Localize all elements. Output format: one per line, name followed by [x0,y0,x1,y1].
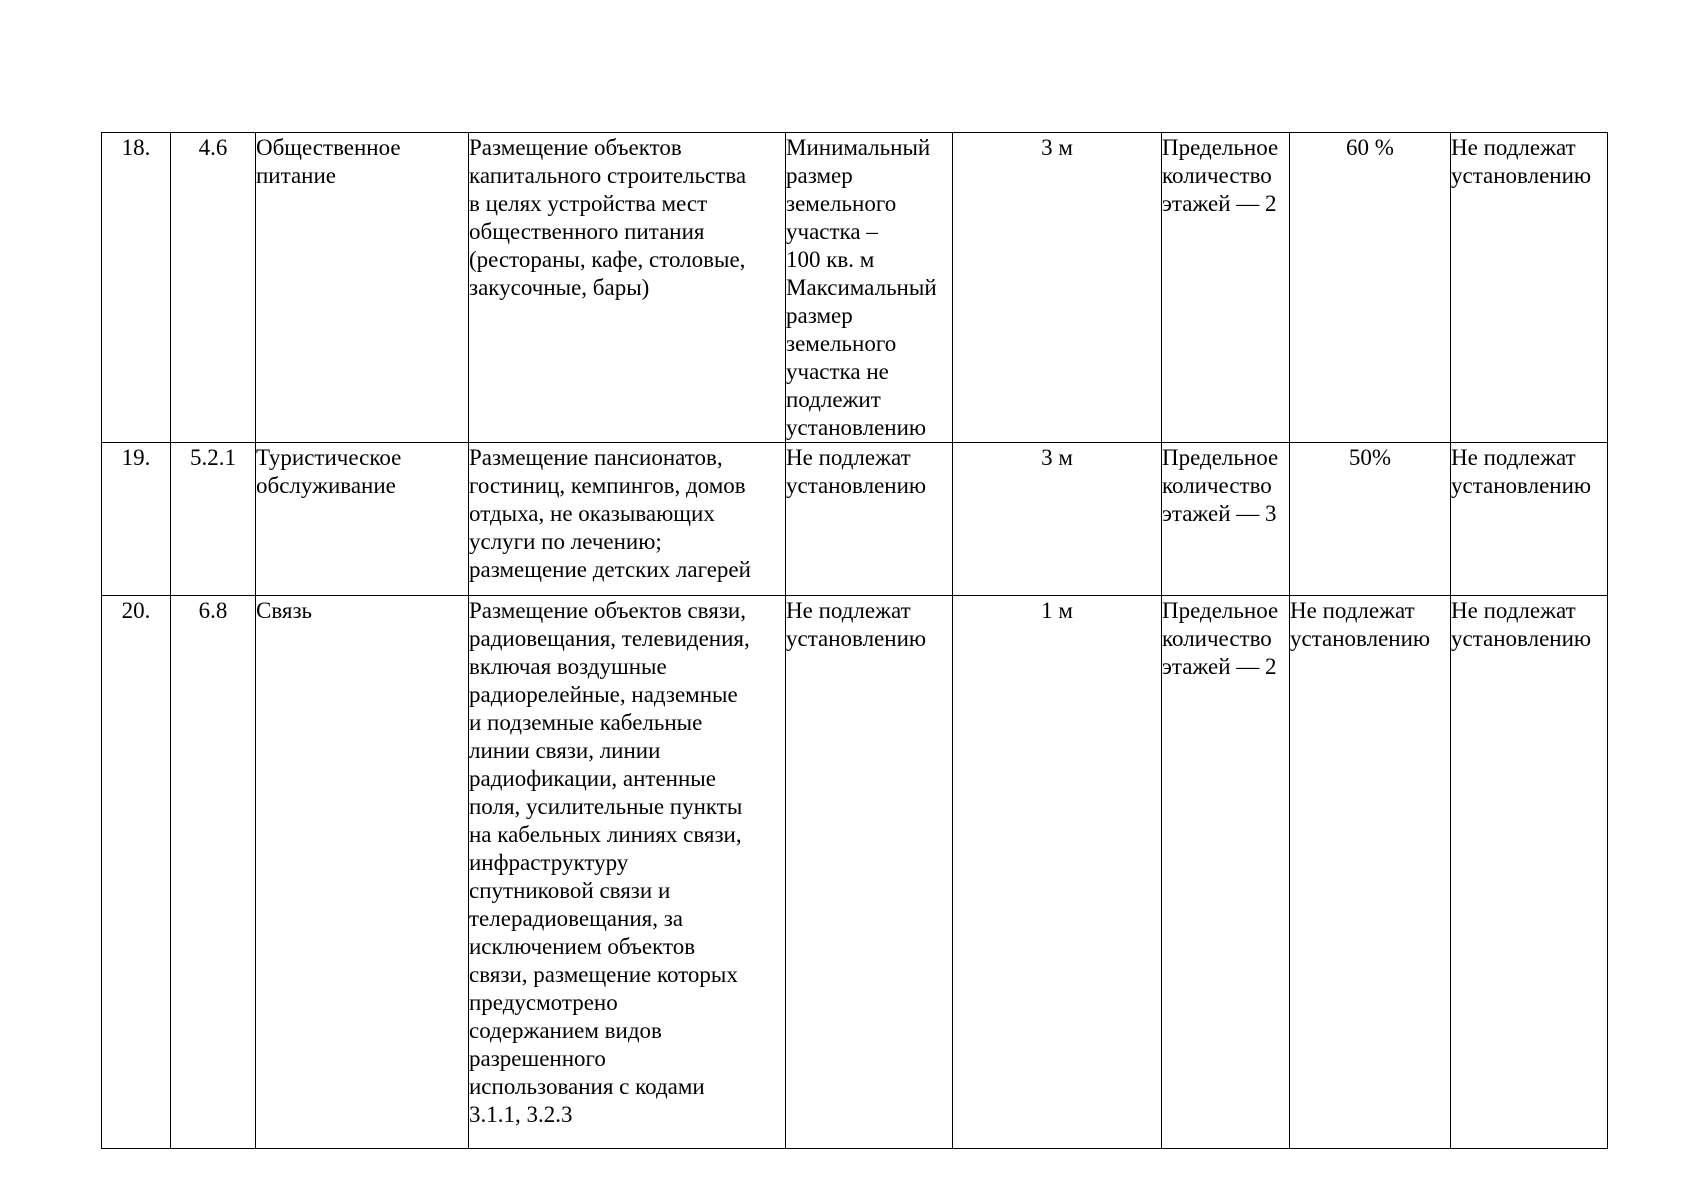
table-row [102,133,1608,443]
table-row [102,596,1608,1149]
coverage-percent-cell: 50% [1290,443,1451,596]
row-number-cell: 19. [102,443,171,596]
table-row [102,443,1608,596]
use-name-cell: Общественное питание [256,133,469,443]
use-code-cell: 5.2.1 [171,443,256,596]
other-restrictions-cell: Не подлежат установлению [1451,133,1608,443]
floors-limit-cell: Предельное количество этажей — 3 [1162,443,1290,596]
other-restrictions-cell: Не подлежат установлению [1451,596,1608,1149]
use-name-cell: Связь [256,596,469,1149]
land-use-regulations-table [101,132,1608,1149]
row-number-cell: 18. [102,133,171,443]
plot-size-cell: Минимальный размер земельного участка – 100 кв. м Максимальный размер земельного участка не подлежит установлению [786,133,953,443]
use-description-cell: Размещение объектов связи, радиовещания, телевидения, включая воздушные радиорелейные, надземные и подземные кабельные линии связи, линии радиофикации, антенные поля, усилительные пункты на кабельных линиях связи, инфраструктуру спутниковой связи и телерадиовещания, за исключением объектов связи, размещение которых предусмотрено содержанием видов разрешенного использования с кодами 3.1.1, 3.2.3 [469,596,786,1149]
plot-size-cell: Не подлежат установлению [786,443,953,596]
row-number-cell: 20. [102,596,171,1149]
use-description-cell: Размещение объектов капитального строительства в целях устройства мест общественного питания (рестораны, кафе, столовые, закусочные, бары) [469,133,786,443]
other-restrictions-cell: Не подлежат установлению [1451,443,1608,596]
setback-cell: 1 м [953,596,1162,1149]
coverage-percent-cell: 60 % [1290,133,1451,443]
floors-limit-cell: Предельное количество этажей — 2 [1162,133,1290,443]
coverage-percent-cell: Не подлежат установлению [1290,596,1451,1149]
plot-size-cell: Не подлежат установлению [786,596,953,1149]
use-code-cell: 4.6 [171,133,256,443]
setback-cell: 3 м [953,443,1162,596]
floors-limit-cell: Предельное количество этажей — 2 [1162,596,1290,1149]
use-code-cell: 6.8 [171,596,256,1149]
setback-cell: 3 м [953,133,1162,443]
use-description-cell: Размещение пансионатов, гостиниц, кемпингов, домов отдыха, не оказывающих услуги по лечению; размещение детских лагерей [469,443,786,596]
use-name-cell: Туристическое обслуживание [256,443,469,596]
